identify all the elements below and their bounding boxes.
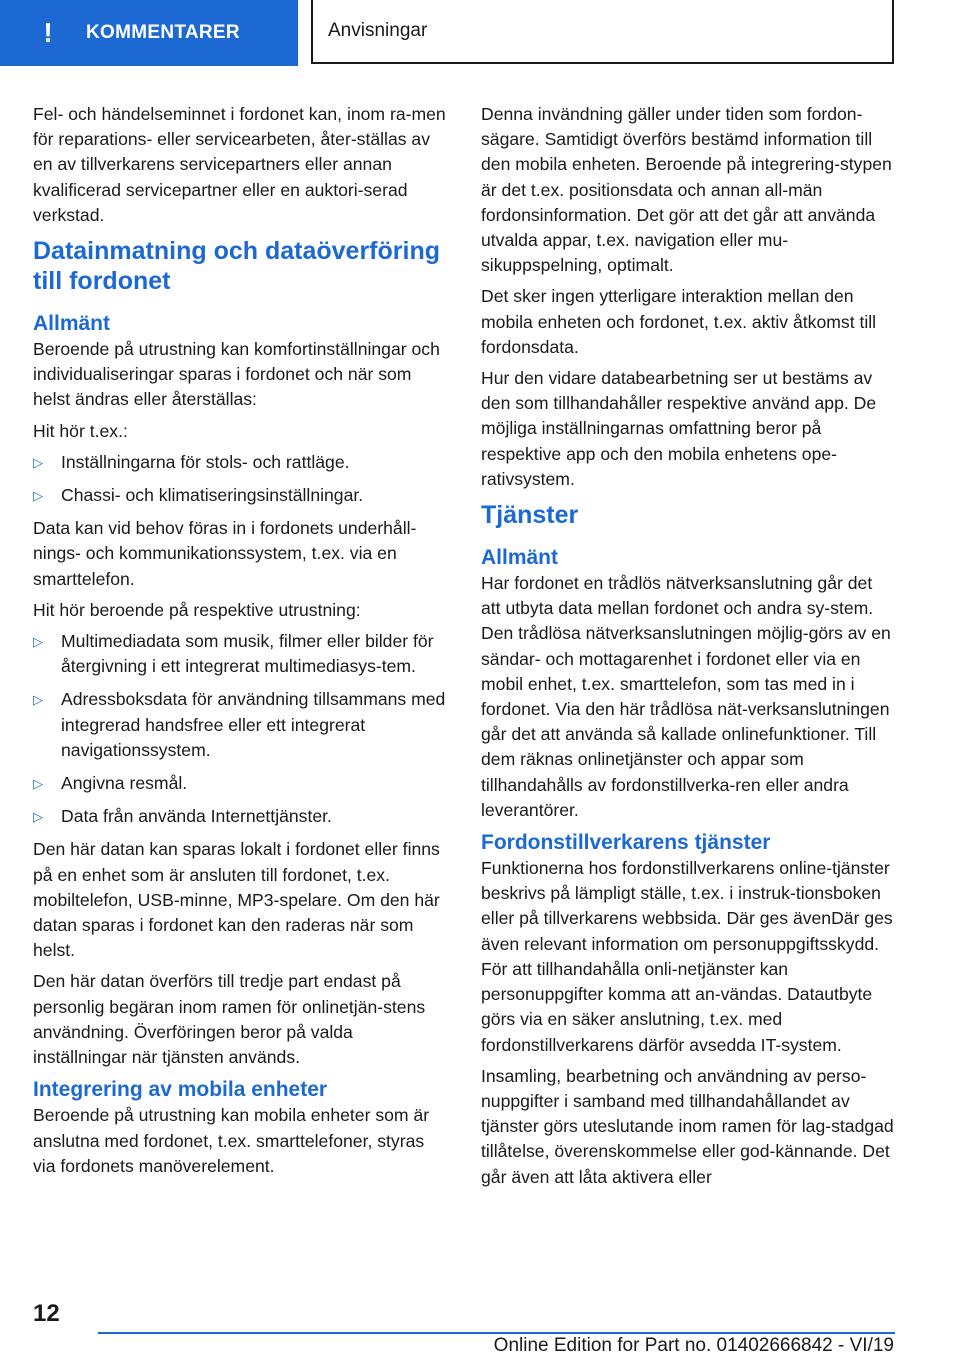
paragraph: Denna invändning gäller under tiden som fordon-sägare. Samtidigt överförs bestämd information till den mobila enheten. Beroende på integrering-stypen är det t.ex. positionsdata och annan all-män fordonsinformation. Det gör att det går att använda utvalda appar, t.ex. navigation eller mu-sikuppspelning, optimalt. bbox=[481, 104, 892, 276]
footer-divider bbox=[98, 1332, 895, 1334]
bullet-list bbox=[33, 629, 447, 829]
heading-datainmatning: Datainmatning och dataöverföring till fordonet bbox=[33, 237, 440, 296]
list-item: ▷ Chassi- och klimatiseringsinställningar. bbox=[33, 483, 447, 508]
paragraph: Den här datan kan sparas lokalt i fordonet eller finns på en enhet som är ansluten till fordonet, t.ex. mobiltelefon, USB-minne, MP3-spelare. Om den här datan sparas i fordonet kan den raderas när som helst. bbox=[33, 839, 440, 961]
paragraph: Fel- och händelseminnet i fordonet kan, inom ra-men för reparations- eller servicearbeten, åter-ställas av en av tillverkarens servicepartners eller annan kvalificerad servicepartner eller en auktori-serad verkstad. bbox=[33, 104, 446, 225]
paragraph: Hur den vidare databearbetning ser ut bestäms av den som tillhandahåller respektive använd app. De möjliga inställningarnas omfattning beror på respektive app och den mobila enhetens ope-rativsystem. bbox=[481, 368, 877, 489]
subheading-integrering: Integrering av mobila enheter bbox=[33, 1078, 328, 1102]
chapter-tab-label: Anvisningar bbox=[328, 20, 428, 41]
right-column bbox=[481, 102, 895, 1196]
bullet-list bbox=[33, 450, 447, 508]
paragraph: Data kan vid behov föras in i fordonets underhåll-nings- och kommunikationssystem, t.ex. via en smarttelefon. bbox=[33, 518, 417, 589]
triangle-bullet-icon: ▷ bbox=[33, 776, 43, 792]
paragraph: Det sker ingen ytterligare interaktion mellan den mobila enheten och fordonet, t.ex. aktiv åtkomst till fordonsdata. bbox=[481, 286, 877, 357]
paragraph: Funktionerna hos fordonstillverkarens online-tjänster beskrivs på lämpligt ställe, t.ex. i instruk-tionsboken eller på tillverkarens webbsida. Där ges ävenDär ges även relevant information om personuppgiftsskydd. För att tillhandahålla onli-netjänster kan personuppgifter komma att an-vändas. Datautbyte görs via en säker anslutning, t.ex. med fordonstillverkarens därför avsedda IT-system. bbox=[481, 858, 893, 1055]
paragraph: Hit hör beroende på respektive utrustning: bbox=[33, 599, 361, 620]
section-tab-label: KOMMENTARER bbox=[86, 22, 240, 43]
list-item: ▷ Data från använda Internettjänster. bbox=[33, 804, 447, 829]
triangle-bullet-icon: ▷ bbox=[33, 454, 43, 470]
list-item: ▷ Multimediadata som musik, filmer eller bilder för återgivning i ett integrerat multimediasys-tem. bbox=[33, 631, 434, 677]
triangle-bullet-icon: ▷ bbox=[33, 692, 43, 708]
list-item: ▷ Inställningarna för stols- och rattläge. bbox=[33, 450, 447, 475]
subheading-fordonstillverkarens-tjanster: Fordonstillverkarens tjänster bbox=[481, 831, 771, 855]
triangle-bullet-icon: ▷ bbox=[33, 809, 43, 825]
paragraph: Hit hör t.ex.: bbox=[33, 420, 128, 441]
paragraph: Beroende på utrustning kan komfortinställningar och individualiseringar sparas i fordonet och när som helst ändras eller återställas: bbox=[33, 339, 440, 410]
paragraph: Insamling, bearbetning och användning av perso-nuppgifter i samband med tillhandahållandet av tjänster görs uteslutande inom ramen för lag-stadgad tillåtelse, överenskommelse eller god-kännande. Det går även att låta aktivera eller bbox=[481, 1065, 894, 1187]
edition-footer: Online Edition for Part no. 01402666842 - VI/19 bbox=[493, 1335, 894, 1356]
heading-tjanster: Tjänster bbox=[481, 501, 579, 530]
list-item: ▷ Adressboksdata för användning tillsammans med integrerad handsfree eller ett integrerat navigationssystem. bbox=[33, 689, 446, 760]
section-tab-kommentarer[interactable] bbox=[0, 0, 298, 66]
paragraph: Beroende på utrustning kan mobila enheter som är anslutna med fordonet, t.ex. smarttelefoner, styras via fordonets manöverelement. bbox=[33, 1105, 430, 1176]
list-item: ▷ Angivna resmål. bbox=[33, 771, 447, 796]
triangle-bullet-icon: ▷ bbox=[33, 634, 43, 650]
triangle-bullet-icon: ▷ bbox=[33, 488, 43, 504]
paragraph: Den här datan överförs till tredje part endast på personlig begäran inom ramen för onlinetjän-stens användning. Överföringen beror på valda inställningar när tjänsten används. bbox=[33, 971, 426, 1068]
exclamation-icon: ! bbox=[43, 17, 53, 48]
subheading-allmant: Allmänt bbox=[481, 546, 559, 570]
page-number: 12 bbox=[33, 1300, 60, 1327]
left-column bbox=[33, 102, 447, 1185]
paragraph: Har fordonet en trådlös nätverksanslutning går det att utbyta data mellan fordonet och andra sy-stem. Den trådlösa nätverksanslutningen möjlig-görs av en sändar- och mottagarenhet i fordonet eller via en mobil enhet, t.ex. smarttelefon, som tas med in i fordonet. Via den här trådlösa nät-verksanslutningen går det att använda så kallade onlinefunktioner. Till dem räknas onlinetjänster och appar som tillhandahålls av fordonstillverka-ren eller andra leverantörer. bbox=[481, 573, 891, 820]
page-header bbox=[0, 0, 960, 66]
subheading-allmant: Allmänt bbox=[33, 312, 111, 336]
chapter-tab-anvisningar[interactable] bbox=[311, 0, 894, 64]
